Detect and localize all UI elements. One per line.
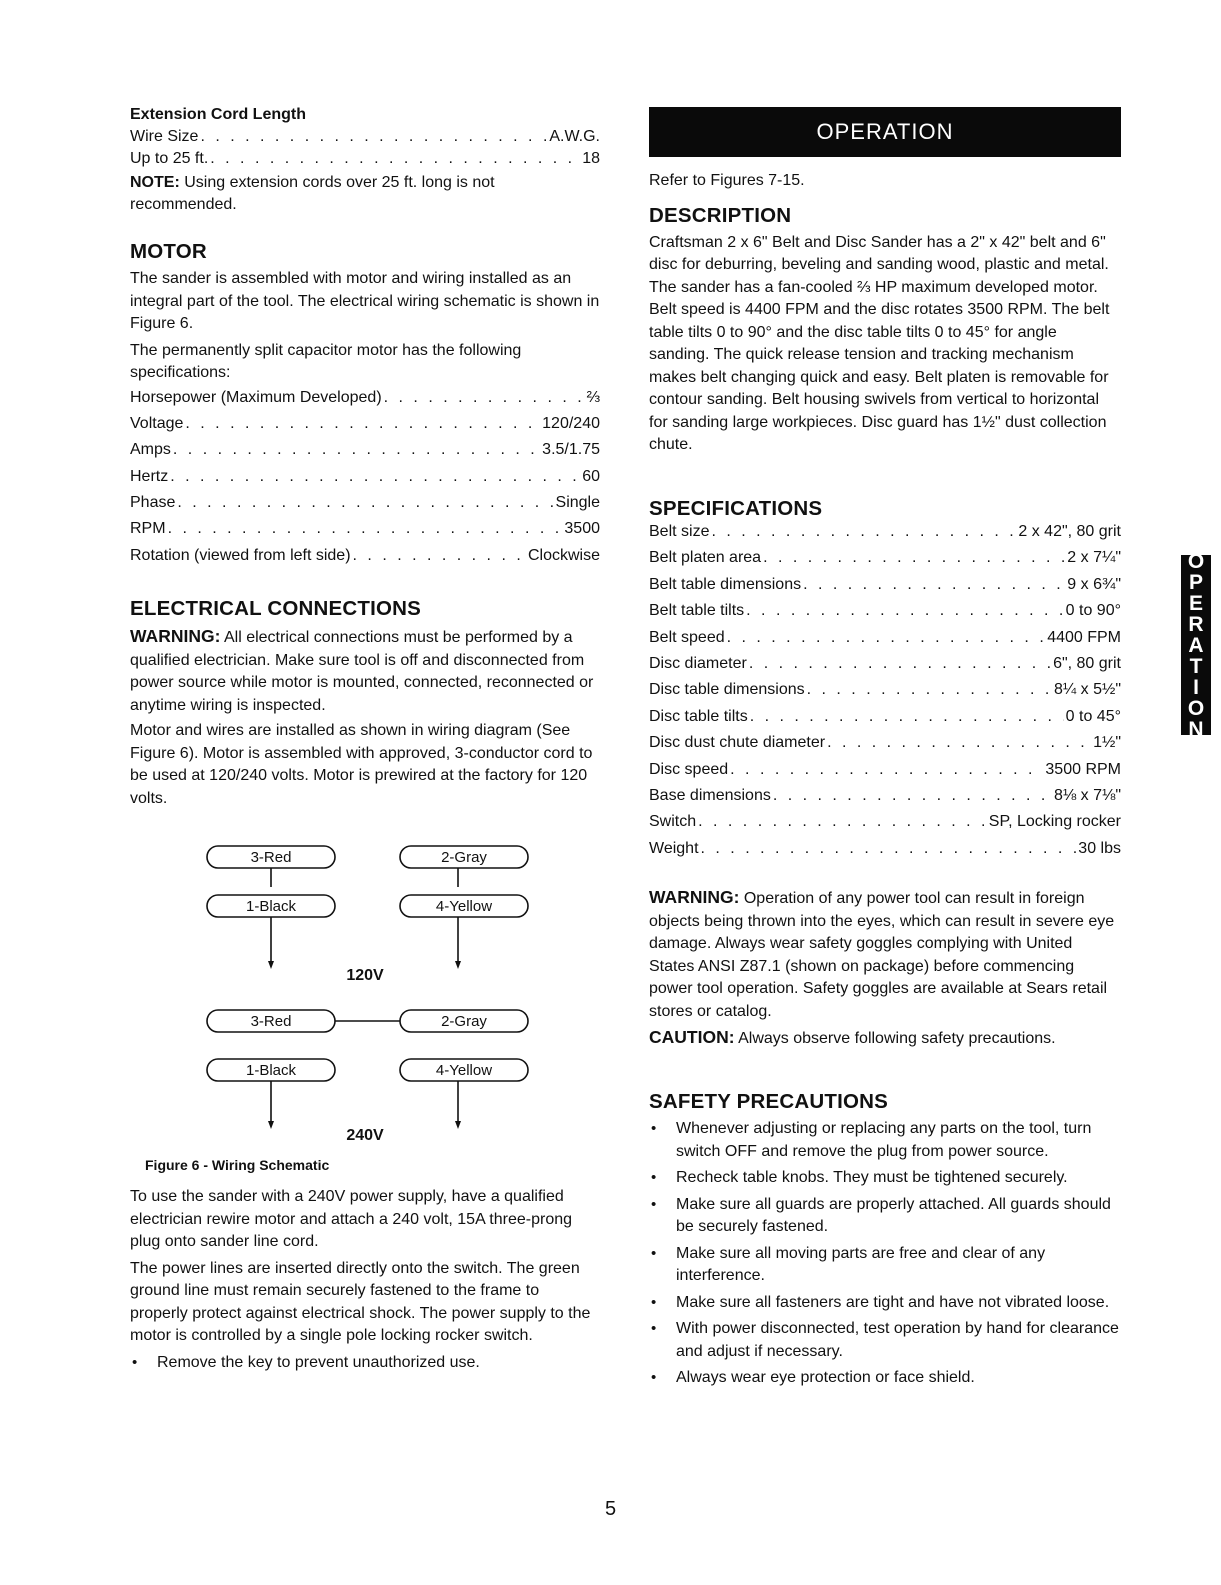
- spec-row: Rotation (viewed from left side) . . . Clockwise: [130, 547, 600, 573]
- wiring-schematic: [130, 838, 600, 1178]
- spec-row: [130, 128, 600, 150]
- safety-heading: SAFETY PRECAUTIONS: [649, 1090, 888, 1113]
- spec-row: Disc dust chute diameter . . . 1½": [649, 734, 1121, 760]
- spec-row: Disc table tilts . . . 0 to 45°: [649, 708, 1121, 734]
- spec-row: Hertz . . . 60: [130, 468, 600, 494]
- spec-key: Up to 25 ft.: [130, 149, 209, 167]
- wire-label: 3-Red: [250, 849, 292, 866]
- wire-label: 2-Gray: [441, 849, 487, 866]
- wiring-120v: [207, 846, 528, 984]
- operation-caution: CAUTION: Always observe following safety precautions.: [649, 1027, 1056, 1047]
- list-item: • Make sure all fasteners are tight and have not vibrated loose.: [649, 1292, 1121, 1315]
- operation-warning-section: [649, 886, 1121, 1051]
- specifications-heading: SPECIFICATIONS: [649, 497, 823, 520]
- electrical-warning: WARNING: All electrical connections must be performed by a qualified electrician. Make sure tool is off and disconnected from power source while motor is mounted, connected, reconnected or anytime wiring is inspected.: [130, 626, 594, 714]
- wire-label: 4-Yellow: [435, 1062, 493, 1079]
- electrical-paragraph: To use the sander with a 240V power supply, have a qualified electrician rewire motor and attach a 240 volt, 15A three-prong plug onto sander line cord.: [130, 1188, 573, 1250]
- list-item: • Always wear eye protection or face shield.: [649, 1367, 1121, 1390]
- spec-row: Voltage . . . 120/240: [130, 415, 600, 441]
- list-item: • Recheck table knobs. They must be tightened securely.: [649, 1167, 1121, 1190]
- spec-row: Switch . . . SP, Locking rocker: [649, 813, 1121, 839]
- page-number: 5: [604, 1498, 617, 1520]
- motor-heading: MOTOR: [130, 240, 207, 263]
- list-item: • Whenever adjusting or replacing any parts on the tool, turn switch OFF and remove the plug from power source.: [649, 1118, 1121, 1163]
- safety-list: [649, 1118, 1121, 1390]
- spec-row: Belt table tilts . . . 0 to 90°: [649, 602, 1121, 628]
- spec-row: Disc diameter . . . 6", 80 grit: [649, 655, 1121, 681]
- electrical-paragraph: Motor and wires are installed as shown in wiring diagram (See Figure 6). Motor is assembled with approved, 3-conductor cord to be used at 120/240 volts. Motor is prewired at the factory for 120 volts.: [130, 722, 593, 807]
- extension-cord-section: [130, 104, 600, 217]
- specifications-list: [649, 523, 1121, 866]
- spec-row: Belt table dimensions . . . 9 x 6¾": [649, 576, 1121, 602]
- wire-label: 1-Black: [245, 898, 297, 915]
- voltage-label: 120V: [346, 967, 384, 984]
- spec-row: Base dimensions . . . 8⅛ x 7⅛": [649, 787, 1121, 813]
- motor-paragraph: The sander is assembled with motor and wiring installed as an integral part of the tool. The electrical wiring schematic is shown in Figure 6.: [130, 270, 600, 332]
- voltage-label: 240V: [346, 1127, 384, 1144]
- figure-caption: Figure 6 - Wiring Schematic: [145, 1157, 330, 1173]
- operation-warning: WARNING: Operation of any power tool can result in foreign objects being thrown into the eyes, which can result in severe eye damage. Always wear safety goggles complying with United States ANSI Z87.1 (shown on package) before commencing power tool operation. Safety goggles are available at Sears retail stores or catalog.: [649, 887, 1115, 1020]
- list-item: • Make sure all guards are properly attached. All guards should be securely fastened.: [649, 1194, 1121, 1239]
- wire-label: 4-Yellow: [435, 898, 493, 915]
- wire-label: 3-Red: [250, 1013, 292, 1030]
- spec-row: Belt speed . . . 4400 FPM: [649, 629, 1121, 655]
- side-section-tab: O P E R A T I O N: [1181, 555, 1211, 735]
- spec-row: Belt platen area . . . 2 x 7¼": [649, 549, 1121, 575]
- spec-row: Amps . . . 3.5/1.75: [130, 441, 600, 467]
- operation-banner: OPERATION: [649, 107, 1121, 157]
- electrical-section: [130, 597, 600, 810]
- spec-row: Disc table dimensions . . . 8¼ x 5½": [649, 681, 1121, 707]
- electrical-heading: ELECTRICAL CONNECTIONS: [130, 597, 422, 620]
- specifications-section: [649, 497, 1121, 866]
- wiring-240v: [207, 1010, 528, 1144]
- operation-intro: [649, 170, 1121, 457]
- refer-text: Refer to Figures 7-15.: [649, 172, 805, 189]
- spec-row: Weight . . . 30 lbs: [649, 840, 1121, 866]
- spec-value: 18: [582, 149, 600, 167]
- list-item: • Remove the key to prevent unauthorized use.: [130, 1352, 600, 1375]
- spec-row: [130, 150, 600, 172]
- spec-row: Phase . . . Single: [130, 494, 600, 520]
- motor-spec-list: [130, 389, 600, 574]
- spec-key: Wire Size: [130, 127, 199, 145]
- motor-section: [130, 240, 600, 573]
- description-heading: DESCRIPTION: [649, 203, 792, 227]
- description-paragraph: Craftsman 2 x 6" Belt and Disc Sander has a 2" x 42" belt and 6" disc for deburring, beveling and sanding wood, plastic and metal. The sander has a fan-cooled ⅔ HP maximum developed motor. Belt speed is 4400 FPM and the disc rotates 3500 RPM. The belt table tilts 0 to 90° and the disc table tilts 0 to 45° for angle sanding. The quick release tension and tracking mechanism makes belt changing quick and easy. Belt platen is removable for contour sanding. Belt housing swivels from vertical to horizontal for sanding large workpieces. Disc guard has 1½" dust collection chute.: [649, 233, 1110, 453]
- list-item: • With power disconnected, test operation by hand for clearance and adjust if necessary.: [649, 1318, 1121, 1363]
- spec-row: Disc speed . . . 3500 RPM: [649, 761, 1121, 787]
- electrical-continued: [130, 1186, 600, 1374]
- list-item: • Make sure all moving parts are free and clear of any interference.: [649, 1243, 1121, 1288]
- motor-paragraph: The permanently split capacitor motor has the following specifications:: [130, 341, 522, 381]
- wire-label: 1-Black: [245, 1062, 297, 1079]
- extension-note: NOTE: Using extension cords over 25 ft. long is not recommended.: [130, 173, 495, 213]
- wire-label: 2-Gray: [441, 1013, 487, 1030]
- spec-row: Belt size . . . 2 x 42", 80 grit: [649, 523, 1121, 549]
- spec-row: RPM . . . 3500: [130, 520, 600, 546]
- spec-value: A.W.G.: [549, 127, 600, 145]
- electrical-paragraph: The power lines are inserted directly onto the switch. The green ground line must remain securely fastened to the frame to properly protect against electrical shock. The power supply to the motor is controlled by a single pole locking rocker switch.: [130, 1259, 591, 1344]
- spec-row: Horsepower (Maximum Developed) . . . ⅔: [130, 389, 600, 415]
- extension-title: Extension Cord Length: [130, 106, 306, 123]
- safety-section: [649, 1090, 1121, 1390]
